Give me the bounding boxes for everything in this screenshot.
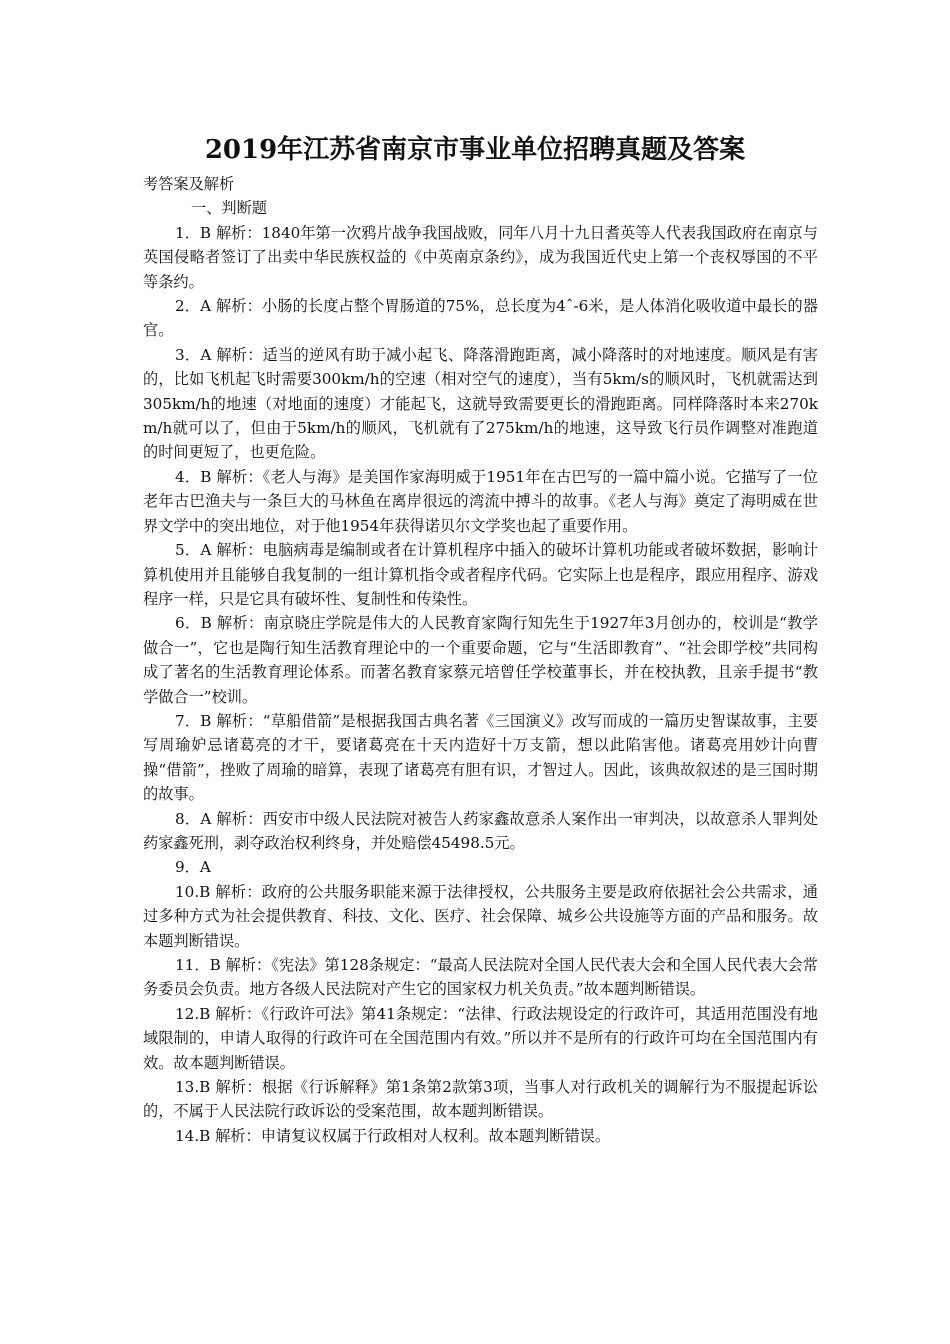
answer-item-13: 13.B 解析：根据《行诉解释》第1条第2款第3项，当事人对行政机关的调解行为不服提起诉讼的，不属于人民法院行政诉讼的受案范围，故本题判断错误。 [143,1078,818,1121]
answer-item-2: 2．A 解析：小肠的长度占整个胃肠道的75%，总长度为4ˆ-6米，是人体消化吸收道中最长的器官。 [143,297,818,340]
intro-line: 考答案及解析 [143,175,235,193]
answer-item-11: 11．B 解析：《宪法》第128条规定：“最高人民法院对全国人民代表大会和全国人民代表大会常务委员会负责。地方各级人民法院对产生它的国家权力机关负责。”故本题判断错误。 [143,956,818,999]
answer-item-14: 14.B 解析：申请复议权属于行政相对人权利。故本题判断错误。 [175,1126,611,1145]
answer-item-10: 10.B 解析：政府的公共服务职能来源于法律授权，公共服务主要是政府依据社会公共需求，通过多种方式为社会提供教育、科技、文化、医疗、社会保障、城乡公共设施等方面的产品和服务。故本题判断错误。 [143,882,818,950]
document-title: 2019年江苏省南京市事业单位招聘真题及答案 [204,135,746,165]
section-heading: 一、判断题 [191,199,267,218]
answer-item-3: 3．A 解析：适当的逆风有助于减小起飞、降落滑跑距离，减小降落时的对地速度。顺风是有害的，比如飞机起飞时需要300km/h的空速（相对空气的速度），当有5km/s的顺风时，飞机就需达到305km/h的地速（对地面的速度）才能起飞，这就导致需要更长的滑跑距离。同样降落时本来270km/h就可以了，但由于5km/h的顺风，飞机就有了275km/h的地速，这导致飞行员作调整对准跑道的时间更短了，也更危险。 [143,345,818,462]
answer-item-12: 12.B 解析：《行政许可法》第41条规定：“法律、行政法规设定的行政许可，其适用范围没有地域限制的，申请人取得的行政许可在全国范围内有效。”所以并不是所有的行政许可均在全国范围内有效。故本题判断错误。 [143,1004,818,1072]
answer-item-1: 1．B 解析：1840年第一次鸦片战争我国战败，同年八月十九日耆英等人代表我国政府在南京与英国侵略者签订了出卖中华民族权益的《中英南京条约》，成为我国近代史上第一个丧权辱国的不平等条约。 [143,223,818,291]
answer-item-7: 7．B 解析：“草船借箭”是根据我国古典名著《三国演义》改写而成的一篇历史智谋故事，主要写周瑜妒忌诸葛亮的才干，要诸葛亮在十天内造好十万支箭，想以此陷害他。诸葛亮用妙计向曹操“借箭”，挫败了周瑜的暗算，表现了诸葛亮有胆有识，才智过人。因此，该典故叙述的是三国时期的故事。 [143,711,818,804]
answer-item-5: 5．A 解析：电脑病毒是编制或者在计算机程序中插入的破坏计算机功能或者破坏数据，影响计算机使用并且能够自我复制的一组计算机指令或者程序代码。它实际上也是程序，跟应用程序、游戏程序一样，只是它具有破坏性、复制性和传染性。 [143,541,818,608]
answer-item-6: 6．B 解析：南京晓庄学院是伟大的人民教育家陶行知先生于1927年3月创办的，校训是“教学做合一”，它也是陶行知生活教育理论中的一个重要命题，它与“生活即教育”、“社会即学校”共同构成了著名的生活教育理论体系。而著名教育家蔡元培曾任学校董事长，并在校执教，且亲手提书“教学做合一”校训。 [143,614,818,706]
document-body [143,172,818,1148]
answer-item-8: 8．A 解析：西安市中级人民法院对被告人药家鑫故意杀人案作出一审判决，以故意杀人罪判处药家鑫死刑，剥夺政治权利终身，并处赔偿45498.5元。 [143,809,818,852]
answer-item-9: 9．A [175,858,211,877]
answer-item-4: 4．B 解析：《老人与海》是美国作家海明威于1951年在古巴写的一篇中篇小说。它描写了一位老年古巴渔夫与一条巨大的马林鱼在离岸很远的湾流中搏斗的故事。《老人与海》奠定了海明威在世界文学中的突出地位，对于他1954年获得诺贝尔文学奖也起了重要作用。 [143,467,818,535]
